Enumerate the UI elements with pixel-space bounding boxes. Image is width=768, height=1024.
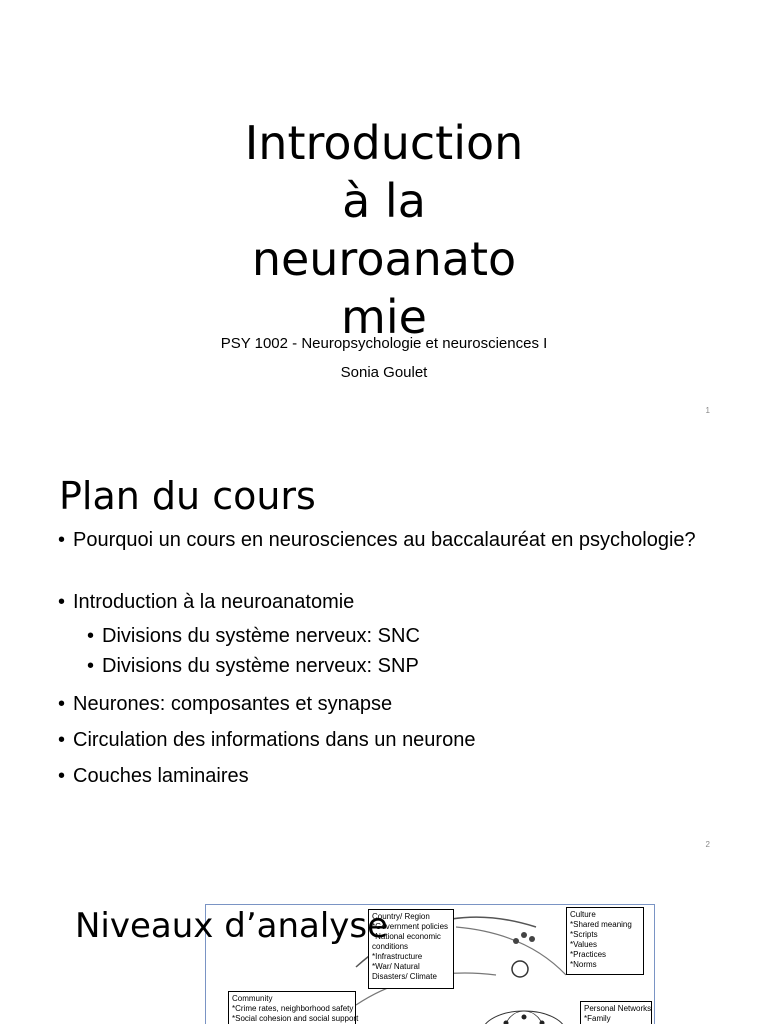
bullet-item: • Neurones: composantes et synapse	[58, 690, 718, 726]
community-box: Community *Crime rates, neighborhood safety *Social cohesion and social support	[228, 991, 356, 1024]
slide-2	[0, 434, 768, 864]
page-number: 1	[705, 406, 710, 415]
slide-1	[0, 0, 768, 430]
slide-3	[0, 868, 768, 1024]
course-subtitle: PSY 1002 - Neuropsychologie et neurosciences I	[220, 335, 548, 352]
country-region-box: Country/ Region *Government policies *National economic conditions *Infrastructure *War/ Natural Disasters/ Climate	[368, 909, 454, 989]
bullet-item: • Couches laminaires	[58, 762, 718, 794]
sub-bullet-item: • Divisions du système nerveux: SNC	[87, 622, 718, 652]
bullet-item: • Pourquoi un cours en neurosciences au baccalauréat en psychologie?	[58, 526, 718, 588]
title-line: Introduction	[244, 116, 524, 170]
person-icon	[512, 961, 528, 977]
person-icon	[529, 936, 535, 942]
arc-arrow	[456, 927, 566, 975]
slide-2-title: Plan du cours	[59, 474, 316, 518]
culture-box: Culture *Shared meaning *Scripts *Values *Practices *Norms	[566, 907, 644, 975]
personal-networks-box: Personal Networks *Family	[580, 1001, 652, 1024]
person-icon	[521, 932, 527, 938]
sub-bullet-item: • Divisions du système nerveux: SNP	[87, 652, 718, 690]
bullet-item: • Introduction à la neuroanatomie	[58, 588, 718, 622]
title-line: neuroanato	[251, 232, 517, 286]
slide-1-title	[229, 114, 539, 346]
title-line: mie	[341, 290, 427, 344]
slide-3-title: Niveaux d’analyse	[75, 906, 389, 946]
person-icon	[513, 938, 519, 944]
title-line: à la	[342, 174, 426, 228]
author-name: Sonia Goulet	[340, 364, 428, 381]
page-number: 2	[705, 840, 710, 849]
bullet-item: • Circulation des informations dans un neurone	[58, 726, 718, 762]
bullet-list	[58, 526, 718, 794]
